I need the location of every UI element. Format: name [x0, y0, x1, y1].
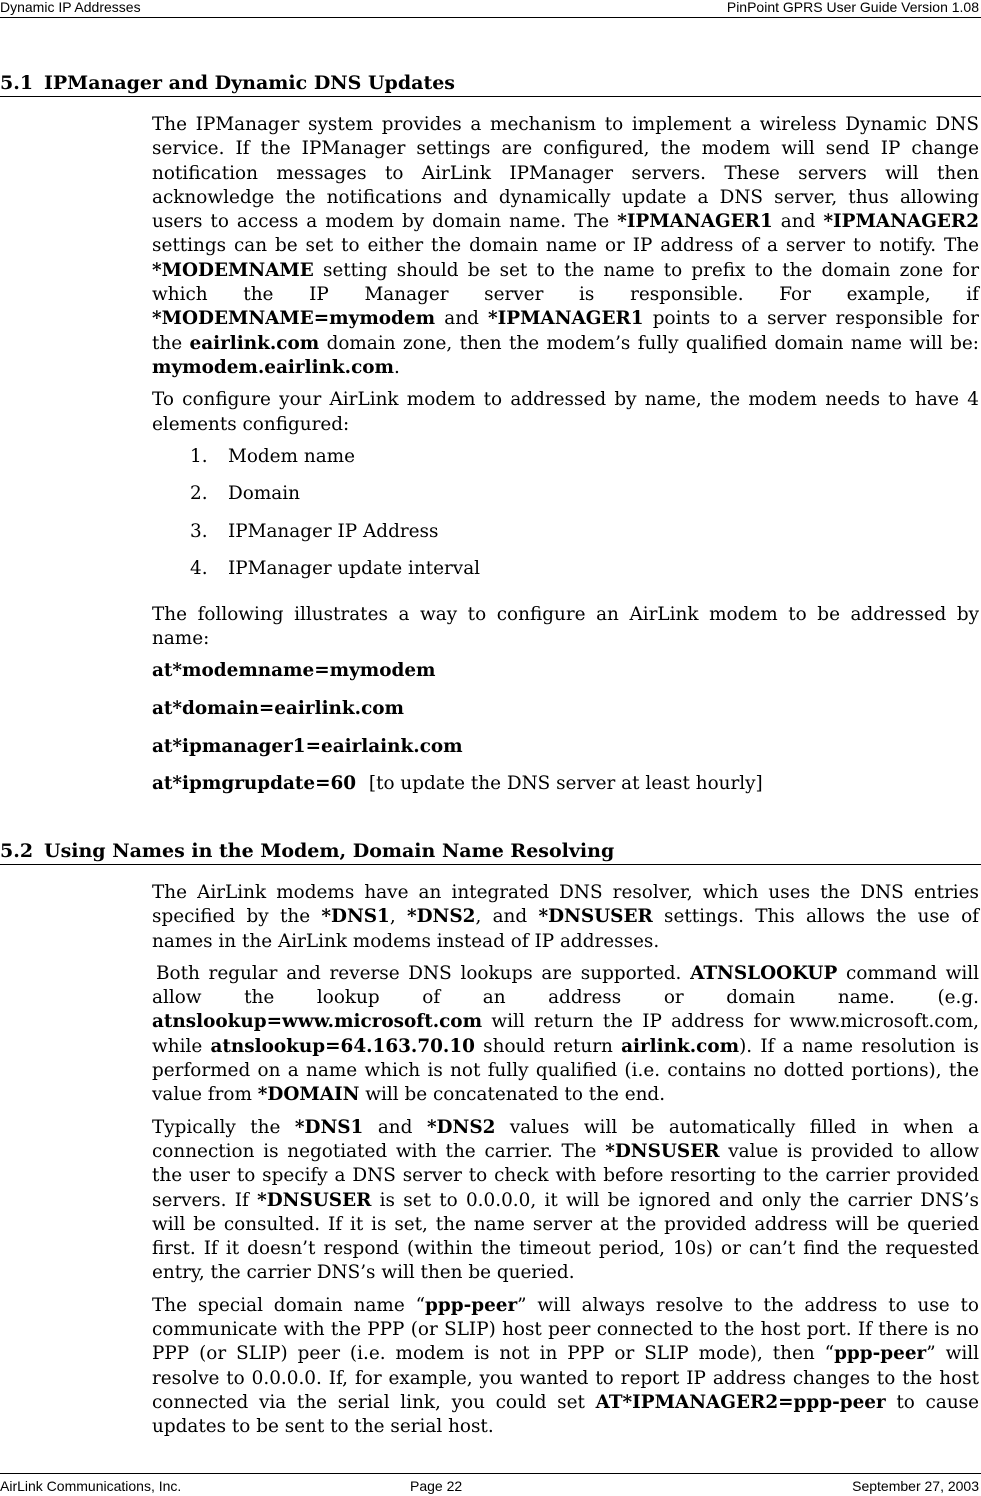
paragraph: The IPManager system provides a mechanism to implement a wireless Dynamic DNS service. If the IPManager settings are configured, the modem will send IP change notification messages to AirLink IPManager servers. These servers will then acknowledge the notifications and dynamically update a DNS server, thus allowing users to access a modem by domain name. The *IPMANAGER1 and *IPMANAGER2 settings can be set to either the domain name or IP address of a server to notify. The *MODEMNAME setting should be set to the name to prefix to the domain zone for which the IP Manager server is responsible. For example, if *MODEMNAME=mymodem and *IPMANAGER1 points to a server responsible for the eairlink.com domain zone, then the modem’s fully qualified domain name will be: mymodem.eairlink.com. [152, 114, 980, 378]
bold-term: AT*IPMANAGER2=ppp-peer [595, 1391, 886, 1413]
paragraph: The following illustrates a way to configure an AirLink modem to be addressed by name: [152, 603, 979, 650]
bold-term: *IPMANAGER1 [488, 308, 644, 330]
section-5-1-body [152, 113, 979, 810]
section-heading-5-1 [0, 72, 981, 97]
bold-term: ppp-peer [425, 1294, 518, 1316]
bold-term: *DNS1 [294, 1116, 364, 1138]
bold-term: *DNSUSER [605, 1140, 720, 1162]
config-elements-list [152, 445, 979, 595]
list-item: 3. IPManager IP Address [190, 520, 439, 542]
section-5-2-body [152, 881, 979, 1440]
bold-term: *MODEMNAME [152, 259, 314, 281]
list-item: 1. Modem name [190, 445, 355, 467]
command-line: at*domain=eairlink.com [152, 698, 405, 720]
command-line: at*ipmanager1=eairlaink.com [152, 735, 463, 757]
bold-term: *DOMAIN [257, 1084, 360, 1106]
footer-page-number: Page 22 [410, 1478, 463, 1494]
bold-term: *IPMANAGER1 [617, 211, 773, 233]
bold-term: *MODEMNAME=mymodem [152, 308, 436, 330]
section-title: Using Names in the Modem, Domain Name Resolving [44, 840, 615, 862]
bold-term: airlink.com [621, 1035, 740, 1057]
bold-term: *DNS2 [406, 906, 476, 928]
list-item: 2. Domain [190, 483, 300, 505]
header-chapter-title: Dynamic IP Addresses [0, 0, 141, 15]
bold-term: *DNS2 [426, 1116, 496, 1138]
command-line: at*modemname=mymodem [152, 660, 436, 682]
bold-term: *DNSUSER [257, 1189, 372, 1211]
paragraph: The special domain name “ppp-peer” will always resolve to the address to use to communicate with the PPP (or SLIP) host peer connected to the host port. If there is no PPP (or SLIP) peer (i.e. modem is not in PPP or SLIP mode), then “ppp-peer” will resolve to 0.0.0.0. If, for example, you wanted to report IP address changes to the host connected via the serial link, you could set AT*IPMANAGER2=ppp-peer to cause updates to be sent to the serial host. [152, 1294, 979, 1438]
header-document-title: PinPoint GPRS User Guide Version 1.08 [726, 0, 979, 15]
bold-term: ppp-peer [834, 1343, 927, 1365]
section-heading-5-2 [0, 840, 981, 865]
page-header [0, 0, 981, 18]
section-title: IPManager and Dynamic DNS Updates [44, 72, 456, 94]
footer-company: AirLink Communications, Inc. [0, 1478, 182, 1494]
command-line: at*ipmgrupdate=60 [to update the DNS server at least hourly] [152, 773, 763, 795]
bold-term: *DNSUSER [538, 906, 653, 928]
paragraph: Typically the *DNS1 and *DNS2 values will be automatically filled in when a connection is negotiated with the carrier. The *DNSUSER value is provided to allow the user to specify a DNS server to check with before resorting to the carrier provided servers. If *DNSUSER is set to 0.0.0.0, it will be ignored and only the carrier DNS’s will be consulted. If it is set, the name server at the provided address will be queried first. If it doesn’t respond (within the timeout period, 10s) or can’t find the requested entry, the carrier DNS’s will then be queried. [152, 1116, 979, 1284]
bold-term: *DNS1 [321, 906, 390, 928]
paragraph: Both regular and reverse DNS lookups are supported. ATNSLOOKUP command will allow the lookup of an address or domain name. (e.g. atnslookup=www.microsoft.com will return the IP address for www.microsoft.com, while atnslookup=64.163.70.10 should return airlink.com). If a name resolution is performed on a name which is not fully qualified (i.e. contains no dotted portions), the value from *DOMAIN will be concatenated to the end. [152, 962, 979, 1106]
bold-term: *IPMANAGER2 [823, 211, 979, 233]
paragraph: The AirLink modems have an integrated DNS resolver, which uses the DNS entries specified by the *DNS1, *DNS2, and *DNSUSER settings. This allows the use of names in the AirLink modems instead of IP addresses. [152, 882, 979, 952]
command-note: [to update the DNS server at least hourly] [368, 773, 763, 795]
bold-term: atnslookup=64.163.70.10 [210, 1035, 475, 1057]
page-footer [0, 1473, 981, 1496]
list-item: 4. IPManager update interval [190, 558, 481, 580]
section-number: 5.2 [0, 840, 34, 862]
section-number: 5.1 [0, 72, 34, 94]
bold-term: ATNSLOOKUP [690, 962, 838, 984]
paragraph: To configure your AirLink modem to addressed by name, the modem needs to have 4 elements configured: [152, 389, 979, 435]
footer-date: September 27, 2003 [852, 1478, 979, 1494]
bold-term: atnslookup=www.microsoft.com [152, 1011, 483, 1033]
bold-term: eairlink.com [189, 332, 320, 354]
command-examples [152, 659, 979, 796]
bold-term: mymodem.eairlink.com [152, 356, 394, 378]
